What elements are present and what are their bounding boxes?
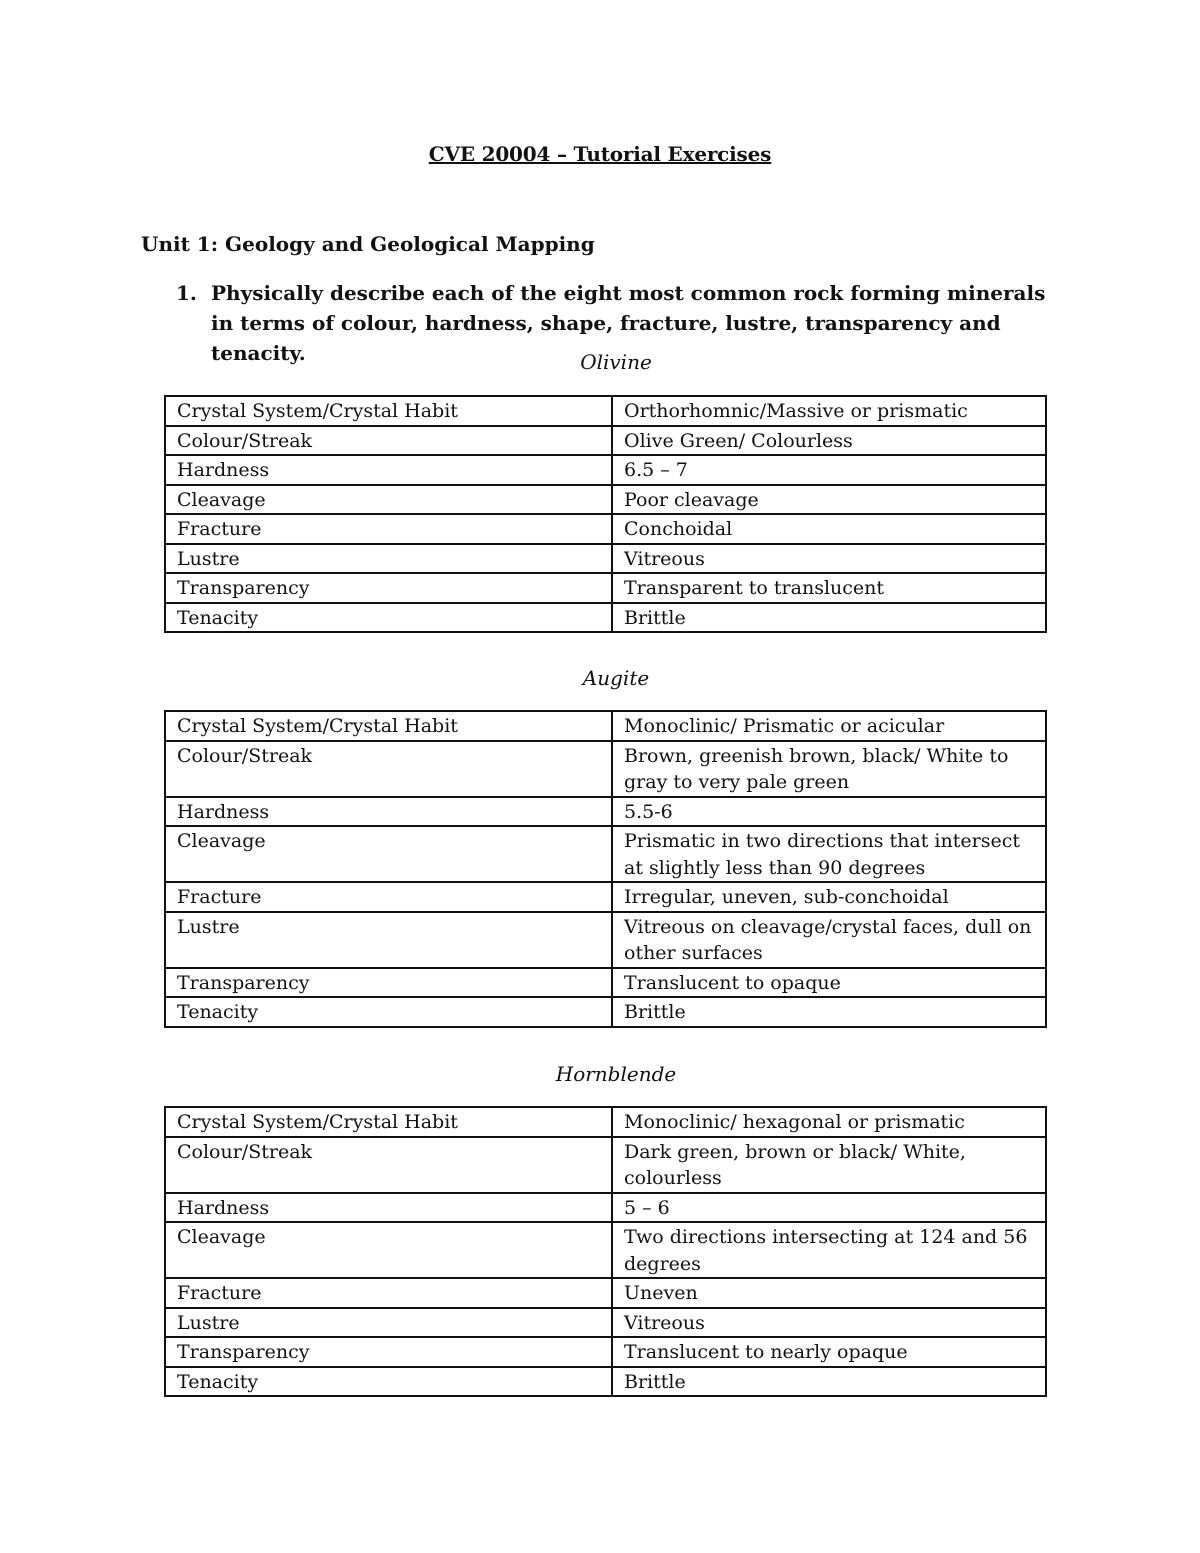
property-value: Conchoidal [612, 514, 1046, 544]
property-value: 6.5 – 7 [612, 455, 1046, 485]
mineral-name-augite: Augite [582, 666, 650, 690]
property-value: Two directions intersecting at 124 and 56 degrees [612, 1222, 1046, 1278]
unit-heading: Unit 1: Geology and Geological Mapping [141, 232, 595, 256]
property-label: Fracture [165, 882, 612, 912]
table-row [165, 1107, 1046, 1137]
table-row [165, 912, 1046, 968]
table-row [165, 1367, 1046, 1397]
table-row [165, 1278, 1046, 1308]
property-value: Monoclinic/ Prismatic or acicular [612, 711, 1046, 741]
table-row [165, 882, 1046, 912]
table-row [165, 396, 1046, 426]
table-row [165, 1337, 1046, 1367]
property-label: Transparency [165, 573, 612, 603]
table-row [165, 1193, 1046, 1223]
property-label: Lustre [165, 544, 612, 574]
table-row [165, 603, 1046, 633]
property-label: Colour/Streak [165, 426, 612, 456]
table-row [165, 1222, 1046, 1278]
table-row [165, 797, 1046, 827]
table-row [165, 968, 1046, 998]
property-label: Fracture [165, 514, 612, 544]
property-value: Brittle [612, 1367, 1046, 1397]
document-title: CVE 20004 – Tutorial Exercises [428, 142, 772, 166]
property-value: Brown, greenish brown, black/ White to gray to very pale green [612, 741, 1046, 797]
property-label: Crystal System/Crystal Habit [165, 1107, 612, 1137]
property-value: Vitreous on cleavage/crystal faces, dull on other surfaces [612, 912, 1046, 968]
property-label: Hardness [165, 455, 612, 485]
property-value: 5.5-6 [612, 797, 1046, 827]
table-row [165, 711, 1046, 741]
mineral-name-hornblende: Hornblende [555, 1062, 677, 1086]
property-value: Vitreous [612, 544, 1046, 574]
property-value: Brittle [612, 603, 1046, 633]
property-value: Poor cleavage [612, 485, 1046, 515]
property-value: Olive Green/ Colourless [612, 426, 1046, 456]
table-row [165, 455, 1046, 485]
property-label: Cleavage [165, 1222, 612, 1278]
property-label: Hardness [165, 1193, 612, 1223]
property-label: Tenacity [165, 603, 612, 633]
mineral-table-augite [164, 710, 1047, 1028]
table-row [165, 1137, 1046, 1193]
table-row [165, 741, 1046, 797]
table-row [165, 426, 1046, 456]
table-row [165, 573, 1046, 603]
property-value: 5 – 6 [612, 1193, 1046, 1223]
property-label: Cleavage [165, 485, 612, 515]
property-label: Lustre [165, 912, 612, 968]
property-label: Tenacity [165, 997, 612, 1027]
property-value: Translucent to opaque [612, 968, 1046, 998]
property-label: Transparency [165, 968, 612, 998]
property-label: Colour/Streak [165, 1137, 612, 1193]
mineral-name-olivine: Olivine [580, 350, 652, 374]
question-number: 1. [176, 281, 197, 305]
property-value: Orthorhomnic/Massive or prismatic [612, 396, 1046, 426]
mineral-table-hornblende [164, 1106, 1047, 1397]
property-label: Lustre [165, 1308, 612, 1338]
property-label: Cleavage [165, 826, 612, 882]
property-value: Dark green, brown or black/ White, colourless [612, 1137, 1046, 1193]
table-row [165, 1308, 1046, 1338]
property-value: Monoclinic/ hexagonal or prismatic [612, 1107, 1046, 1137]
table-row [165, 997, 1046, 1027]
property-value: Irregular, uneven, sub-conchoidal [612, 882, 1046, 912]
table-row [165, 514, 1046, 544]
property-value: Uneven [612, 1278, 1046, 1308]
property-label: Fracture [165, 1278, 612, 1308]
question-text: Physically describe each of the eight most common rock forming minerals in terms of colour, hardness, shape, fracture, lustre, transparency and tenacity. [211, 281, 1046, 365]
property-label: Crystal System/Crystal Habit [165, 711, 612, 741]
table-row [165, 826, 1046, 882]
property-value: Translucent to nearly opaque [612, 1337, 1046, 1367]
property-value: Brittle [612, 997, 1046, 1027]
property-value: Prismatic in two directions that intersect at slightly less than 90 degrees [612, 826, 1046, 882]
property-value: Transparent to translucent [612, 573, 1046, 603]
property-label: Hardness [165, 797, 612, 827]
property-label: Colour/Streak [165, 741, 612, 797]
property-label: Transparency [165, 1337, 612, 1367]
table-row [165, 485, 1046, 515]
property-label: Crystal System/Crystal Habit [165, 396, 612, 426]
property-value: Vitreous [612, 1308, 1046, 1338]
property-label: Tenacity [165, 1367, 612, 1397]
table-row [165, 544, 1046, 574]
mineral-table-olivine [164, 395, 1047, 633]
